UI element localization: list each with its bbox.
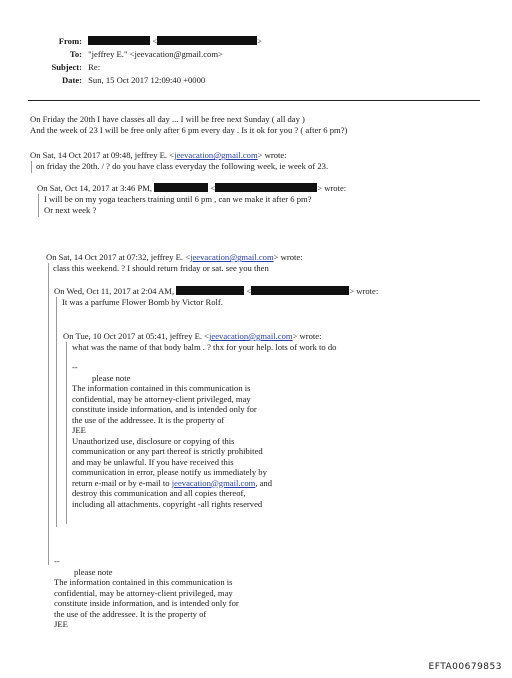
sig-dash: -- xyxy=(72,362,78,372)
sig-email-line: return e-mail or by e-mail to jeevacation@gmail.com, and xyxy=(72,477,273,488)
email-link[interactable]: jeevacation@gmail.com xyxy=(174,150,258,160)
redacted-block xyxy=(251,286,349,295)
quote-2-attribution: On Sat, Oct 14, 2017 at 3:46 PM, < > wrote: xyxy=(37,183,347,193)
sig-title: please note xyxy=(74,566,113,577)
quote-4-attribution: On Wed, Oct 11, 2017 at 2:04 AM, < > wrote: xyxy=(54,286,379,296)
from-lt: < xyxy=(152,36,158,46)
date-label: Date: xyxy=(61,75,82,85)
quote-5-body: what was the name of that body balm . ? thx for your help. lots of work to do xyxy=(72,342,337,352)
quote-bar xyxy=(56,297,57,527)
to-row xyxy=(0,49,223,60)
redacted-block xyxy=(157,36,257,45)
redacted-block xyxy=(88,36,150,45)
to-label: To: xyxy=(69,49,82,59)
inner-signature: -- please note The information contained in this communication is confidential, may be attorney-client privileged, may constitute inside information, and is intended only for the use of the addressee. It is the property of JEE Unauthorized use, disclosure or copying of this communication or any part thereof is strictly prohibited and may be unlawful. If you have received this communication in error, please notify us immediately by return e-mail or by e-mail to jeevacation@gmail.com, and destroy this communication and all copies thereof, including all attachments. copyright -all rights reserved xyxy=(72,362,273,509)
sig-dash: -- xyxy=(54,556,60,566)
header-divider xyxy=(28,100,480,101)
redacted-block xyxy=(176,286,244,295)
quote-3-attribution: On Sat, 14 Oct 2017 at 07:32, jeffrey E. <jeevacation@gmail.com> wrote: xyxy=(46,252,303,262)
quote-2-body: I will be on my yoga teachers training until 6 pm , can we make it after 6 pm? Or next week ? xyxy=(44,194,312,215)
reply-line: On Friday the 20th I have classes all day ... I will be free next Sunday ( all day ) xyxy=(30,114,305,124)
document-id: EFTA00679853 xyxy=(428,661,502,672)
quote-1-body: on friday the 20th. / ? do you have class everyday the following week, ie week of 23. xyxy=(36,161,329,171)
quote-bar xyxy=(31,161,32,173)
date-value: Sun, 15 Oct 2017 12:09:40 +0000 xyxy=(88,75,206,85)
quote-bar xyxy=(66,342,67,524)
reply-line: And the week of 23 I will be free only after 6 pm every day . Is it ok for you ? ( after 6 pm?) xyxy=(30,124,348,135)
quote-bar xyxy=(48,263,49,565)
from-label: From: xyxy=(58,36,82,46)
reply-top xyxy=(30,114,347,135)
subject-label: Subject: xyxy=(51,62,82,72)
date-row xyxy=(0,75,205,86)
email-link[interactable]: jeevacation@gmail.com xyxy=(209,331,293,341)
email-link[interactable]: jeevacation@gmail.com xyxy=(190,252,274,262)
quote-5-attribution: On Tue, 10 Oct 2017 at 05:41, jeffrey E. <jeevacation@gmail.com> wrote: xyxy=(63,331,322,341)
sig-title: please note xyxy=(92,372,131,383)
outer-signature: -- please note The information contained in this communication is confidential, may be attorney-client privileged, may constitute inside information, and is intended only for the use of the addressee. It is the property of JEE xyxy=(54,556,239,629)
redacted-block xyxy=(154,183,208,192)
subject-value: Re: xyxy=(88,62,101,72)
from-gt: > xyxy=(257,36,263,46)
quote-1-attribution: On Sat, 14 Oct 2017 at 09:48, jeffrey E. <jeevacation@gmail.com> wrote: xyxy=(30,150,287,160)
email-link[interactable]: jeevacation@gmail.com xyxy=(171,477,256,488)
to-value: "jeffrey E." <jeevacation@gmail.com> xyxy=(88,49,223,59)
quote-bar xyxy=(38,194,39,217)
redacted-block xyxy=(215,183,317,192)
from-row xyxy=(0,36,262,47)
subject-row xyxy=(0,62,100,73)
quote-3-body: class this weekend. ? I should return friday or sat. see you then xyxy=(53,263,269,273)
quote-4-body: It was a parfume Flower Bomb by Victor Rolf. xyxy=(62,297,223,307)
